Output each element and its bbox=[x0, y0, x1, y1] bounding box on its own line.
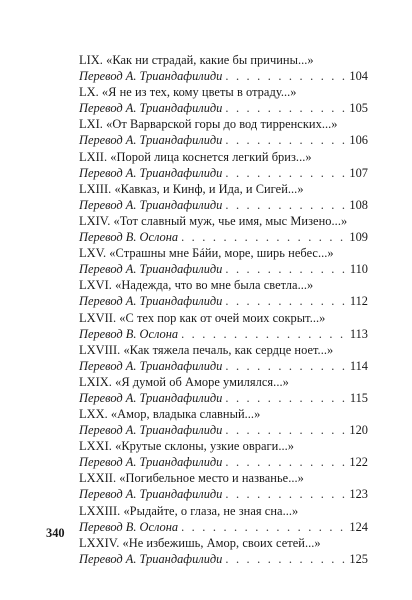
toc-entry bbox=[79, 503, 368, 535]
entry-translator: Перевод А. Триандафилиди bbox=[79, 101, 223, 116]
entry-title: LXVIII. «Как тяжела печаль, как сердце ноет...» bbox=[79, 342, 334, 357]
entry-page-number: 112 bbox=[349, 294, 368, 309]
entry-page-number: 104 bbox=[349, 69, 368, 83]
entry-title: LXXIII. «Рыдайте, о глаза, не зная сна...» bbox=[79, 503, 299, 518]
toc-entry bbox=[79, 52, 368, 84]
entry-translator: Перевод В. Ослона bbox=[79, 229, 179, 244]
dot-leader bbox=[225, 551, 346, 567]
entry-translator: Перевод А. Триандафилиди bbox=[79, 551, 223, 566]
entry-title: LXXI. «Крутые склоны, узкие овраги...» bbox=[79, 439, 295, 454]
entry-page-number: 108 bbox=[349, 197, 368, 212]
entry-credit-line bbox=[79, 454, 368, 470]
toc-entry bbox=[79, 374, 368, 406]
dot-leader bbox=[181, 326, 347, 342]
entry-credit-line bbox=[79, 229, 368, 245]
toc-entry bbox=[79, 310, 368, 342]
dot-leader bbox=[225, 132, 346, 148]
entry-translator: Перевод А. Триандафилиди bbox=[79, 197, 223, 212]
entry-translator: Перевод А. Триандафилиди bbox=[79, 165, 223, 180]
entry-translator: Перевод А. Триандафилиди bbox=[79, 133, 223, 148]
entry-translator: Перевод А. Триандафилиди bbox=[79, 390, 223, 405]
entry-title: LIX. «Как ни страдай, какие бы причины...» bbox=[79, 53, 314, 67]
entry-page-number: 109 bbox=[349, 229, 368, 244]
entry-credit-line bbox=[79, 197, 368, 213]
entry-page-number: 123 bbox=[349, 487, 368, 502]
entry-credit-line bbox=[79, 165, 368, 181]
entry-credit-line bbox=[79, 326, 368, 342]
entry-page-number: 124 bbox=[349, 519, 368, 534]
entry-credit-line bbox=[79, 132, 368, 148]
dot-leader bbox=[181, 519, 346, 535]
entry-translator: Перевод А. Триандафилиди bbox=[79, 487, 223, 502]
toc-entry bbox=[79, 535, 368, 567]
dot-leader bbox=[225, 261, 347, 277]
entry-page-number: 110 bbox=[349, 262, 368, 277]
entry-page-number: 125 bbox=[349, 551, 368, 566]
entry-credit-line bbox=[79, 519, 368, 535]
entry-page-number: 120 bbox=[349, 423, 368, 438]
entry-credit-line bbox=[79, 100, 368, 116]
entry-translator: Перевод В. Ослона bbox=[79, 519, 179, 534]
entry-title: LXVI. «Надежда, что во мне была светла...» bbox=[79, 278, 314, 293]
entry-credit-line bbox=[79, 422, 368, 438]
entry-title: LXVII. «С тех пор как от очей моих сокрыт...» bbox=[79, 310, 326, 325]
toc-entry bbox=[79, 406, 368, 438]
entry-title: LXII. «Порой лица коснется легкий бриз...» bbox=[79, 149, 312, 164]
toc-entry bbox=[79, 149, 368, 181]
entry-credit-line bbox=[79, 551, 368, 567]
toc-entry bbox=[79, 245, 368, 277]
toc-entry bbox=[79, 277, 368, 309]
entry-credit-line bbox=[79, 486, 368, 502]
dot-leader bbox=[225, 293, 347, 309]
entry-title: LX. «Я не из тех, кому цветы в отраду...» bbox=[79, 85, 297, 100]
page-number: 340 bbox=[46, 526, 65, 540]
dot-leader bbox=[225, 486, 346, 502]
entry-credit-line bbox=[79, 390, 368, 406]
toc-entry bbox=[79, 213, 368, 245]
entry-title: LXIII. «Кавказ, и Кинф, и Ида, и Сигей...» bbox=[79, 181, 304, 196]
entry-page-number: 114 bbox=[349, 358, 368, 373]
entry-translator: Перевод А. Триандафилиди bbox=[79, 69, 223, 83]
dot-leader bbox=[181, 229, 346, 245]
entry-credit-line bbox=[79, 293, 368, 309]
dot-leader bbox=[225, 390, 347, 406]
dot-leader bbox=[225, 422, 346, 438]
dot-leader bbox=[225, 165, 346, 181]
entry-credit-line bbox=[79, 358, 368, 374]
entry-title: LXXIV. «Не избежишь, Амор, своих сетей...» bbox=[79, 535, 321, 550]
entry-title: LXX. «Амор, владыка славный...» bbox=[79, 407, 261, 422]
toc-entry bbox=[79, 342, 368, 374]
entry-title: LXXII. «Погибельное место и названье...» bbox=[79, 471, 304, 486]
entry-title: LXI. «От Варварской горы до вод тирренских...» bbox=[79, 117, 338, 132]
entry-translator: Перевод В. Ослона bbox=[79, 326, 179, 341]
dot-leader bbox=[225, 68, 346, 84]
entry-translator: Перевод А. Триандафилиди bbox=[79, 294, 223, 309]
entry-translator: Перевод А. Триандафилиди bbox=[79, 358, 223, 373]
entry-page-number: 115 bbox=[349, 390, 368, 405]
toc-entry bbox=[79, 84, 368, 116]
table-of-contents bbox=[79, 52, 368, 567]
entry-translator: Перевод А. Триандафилиди bbox=[79, 262, 223, 277]
toc-entry bbox=[79, 181, 368, 213]
entry-page-number: 105 bbox=[349, 101, 368, 116]
entry-page-number: 122 bbox=[349, 455, 368, 470]
toc-entry bbox=[79, 116, 368, 148]
entry-title: LXV. «Страшны мне Бáйи, море, ширь небес...» bbox=[79, 246, 334, 261]
dot-leader bbox=[225, 100, 346, 116]
toc-entry bbox=[79, 438, 368, 470]
entry-page-number: 107 bbox=[349, 165, 368, 180]
entry-title: LXIX. «Я думой об Аморе умилялся...» bbox=[79, 374, 289, 389]
entry-translator: Перевод А. Триандафилиди bbox=[79, 455, 223, 470]
entry-credit-line bbox=[79, 68, 368, 84]
dot-leader bbox=[225, 454, 346, 470]
dot-leader bbox=[225, 358, 347, 374]
toc-entry bbox=[79, 470, 368, 502]
entry-page-number: 113 bbox=[349, 326, 368, 341]
entry-title: LXIV. «Тот славный муж, чье имя, мыс Мизено...» bbox=[79, 213, 348, 228]
dot-leader bbox=[225, 197, 346, 213]
entry-page-number: 106 bbox=[349, 133, 368, 148]
entry-credit-line bbox=[79, 261, 368, 277]
entry-translator: Перевод А. Триандафилиди bbox=[79, 423, 223, 438]
